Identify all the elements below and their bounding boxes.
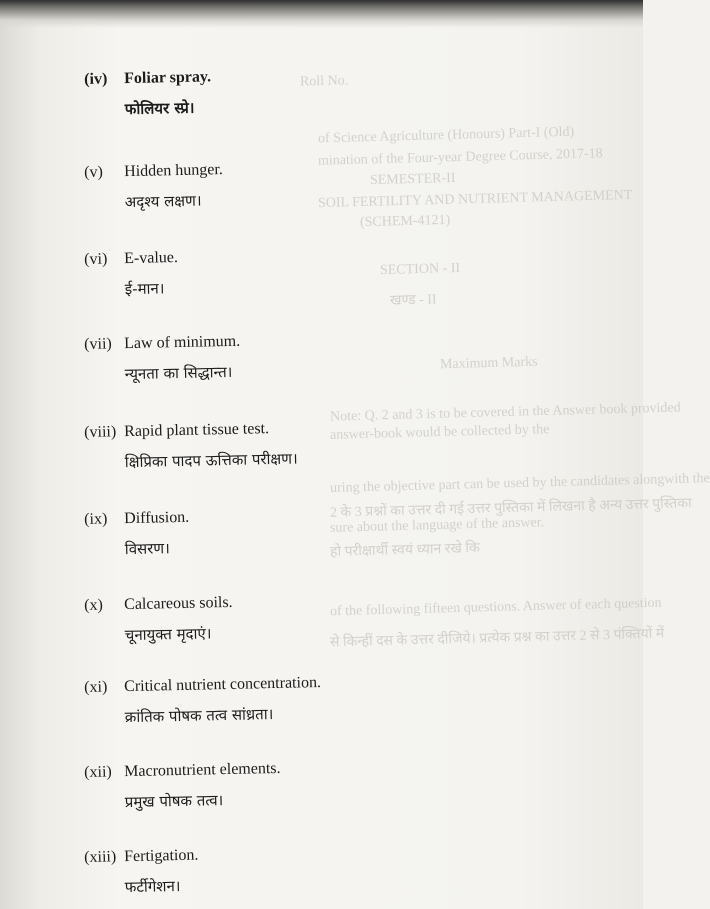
ghost-text: mination of the Four-year Degree Course, 2017-18 — [317, 146, 603, 169]
question-text-english: Rapid plant tissue test. — [124, 420, 270, 441]
question-item — [84, 412, 605, 473]
question-text-english: Macronutrient elements. — [124, 759, 281, 781]
question-number: (viii) — [84, 423, 117, 441]
question-item — [84, 837, 605, 898]
question-text-hindi: अदृश्य लक्षण। — [124, 191, 202, 212]
question-number: (iv) — [84, 70, 108, 88]
page-edge-shadow — [0, 0, 643, 28]
question-number: (vi) — [84, 250, 108, 268]
question-text-english: Critical nutrient concentration. — [124, 674, 322, 696]
question-text-hindi: चूनायुक्त मृदाएं। — [124, 624, 212, 645]
question-text-english: Calcareous soils. — [124, 593, 233, 614]
question-number: (v) — [84, 163, 104, 181]
question-text-hindi: ई-मान। — [124, 279, 165, 299]
question-number: (xi) — [84, 678, 108, 696]
question-text-english: Foliar spray. — [124, 68, 212, 88]
question-text-hindi: विसरण। — [124, 539, 171, 559]
question-text-hindi: न्यूनता का सिद्धान्त। — [124, 362, 233, 384]
question-item — [84, 752, 605, 813]
ghost-text: SEMESTER-II — [369, 170, 456, 189]
question-number: (xiii) — [84, 848, 117, 866]
ghost-text: Maximum Marks — [439, 354, 538, 373]
question-text-hindi: क्षिप्रिका पादप ऊत्तिका परीक्षण। — [124, 449, 298, 472]
question-text-english: Hidden hunger. — [124, 161, 224, 181]
question-item — [84, 59, 605, 120]
question-item — [84, 239, 605, 300]
question-text-english: E-value. — [124, 249, 179, 268]
question-number: (x) — [84, 596, 104, 614]
question-number: (xii) — [84, 763, 112, 781]
ghost-text: Roll No. — [299, 73, 349, 90]
ghost-text: of Science Agriculture (Honours) Part-I (Old) — [317, 124, 575, 147]
ghost-text: uring the objective part can be used by the candidates alongwith the — [329, 471, 710, 496]
ghost-text: खण्ड - II — [389, 292, 437, 309]
question-text-hindi: प्रमुख पोषक तत्व। — [124, 791, 224, 812]
question-text-hindi: फर्टीगेशन। — [124, 876, 181, 897]
ghost-text: of the following fifteen questions. Answer of each question — [329, 595, 662, 620]
ghost-text: SOIL FERTILITY AND NUTRIENT MANAGEMENT — [317, 187, 633, 212]
ghost-text: sure about the language of the answer. — [329, 515, 545, 536]
question-text-english: Law of minimum. — [124, 332, 241, 353]
question-number: (ix) — [84, 510, 108, 528]
question-item — [84, 499, 605, 560]
ghost-text: Note: Q. 2 and 3 is to be covered in the Answer book provided — [329, 400, 681, 425]
question-text-english: Fertigation. — [124, 846, 199, 866]
ghost-text: (SCHEM-4121) — [359, 212, 451, 231]
ghost-text: SECTION - II — [379, 260, 461, 279]
ghost-text: से किन्हीं दस के उत्तर दीजिये। प्रत्येक प्रश्न का उत्तर 2 से 3 पंक्तियों में — [329, 626, 665, 651]
question-text-hindi: क्रांतिक पोषक तत्व सांध्रता। — [124, 705, 274, 727]
question-item — [84, 667, 605, 728]
question-item — [84, 324, 605, 385]
ghost-text: 2 के 3 प्रश्नों का उत्तर दी गई उत्तर पुस्तिका में लिखना है अन्य उत्तर पुस्तिका — [329, 496, 692, 521]
ghost-text: answer-book would be collected by the — [329, 422, 550, 443]
ghost-text: हो परीक्षार्थी स्वयं ध्यान रखे कि — [329, 541, 480, 560]
question-text-hindi: फोलियर स्प्रे। — [124, 98, 195, 119]
question-number: (vii) — [84, 335, 112, 353]
question-text-english: Diffusion. — [124, 508, 190, 528]
